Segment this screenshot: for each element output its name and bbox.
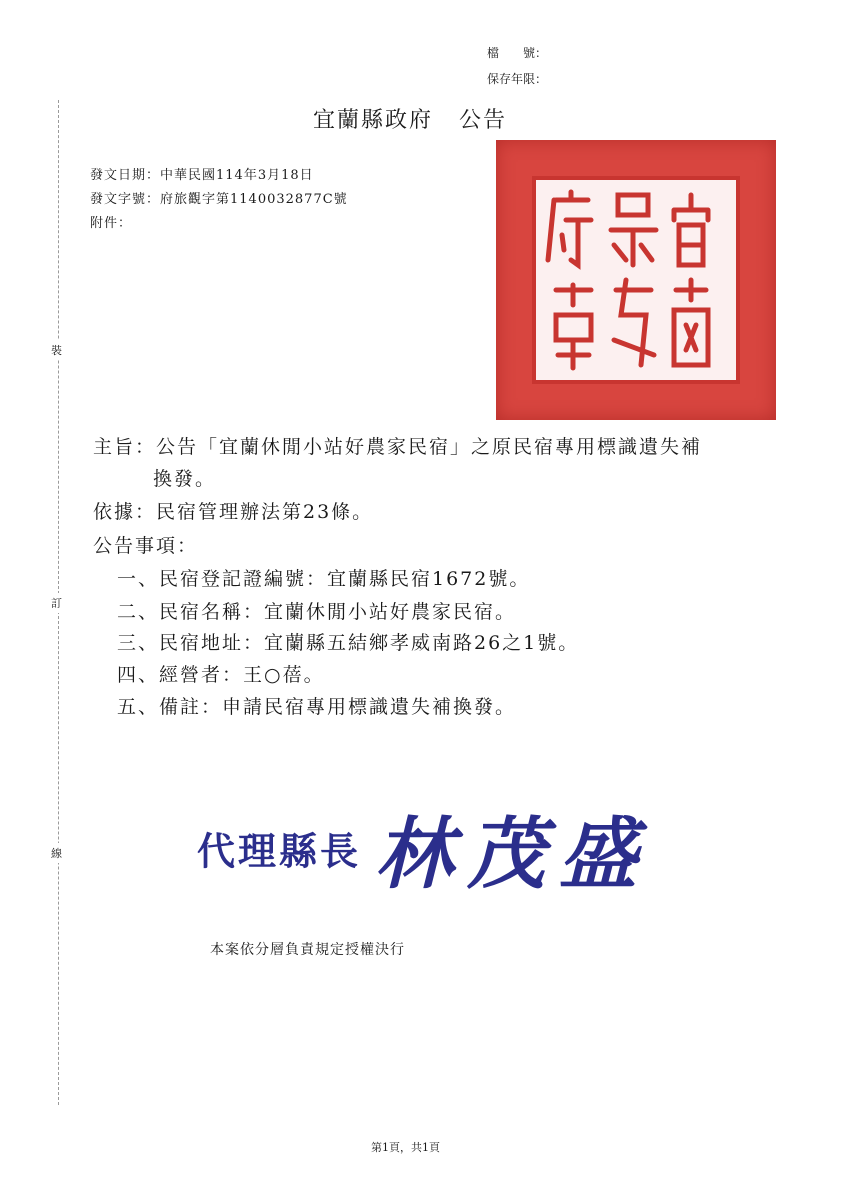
announcement-items-heading: 公告事項： (93, 535, 199, 557)
signature-title: 代理縣長 (197, 829, 362, 874)
binding-mark-zhuang: 裝 (51, 340, 62, 360)
announcement-item: 三、民宿地址：宜蘭縣五結鄉孝威南路26之1號。 (117, 632, 580, 654)
binding-mark-xian: 線 (51, 843, 62, 863)
signature-stamp (197, 792, 651, 904)
signature-name: 林茂盛 (375, 810, 652, 900)
file-number-label: 檔 號： (487, 46, 548, 60)
agency-name: 宜蘭縣政府 (313, 108, 434, 133)
authorization-note: 本案依分層負責規定授權決行 (210, 942, 405, 958)
announcement-item: 四、經營者：王○蓓。 (117, 664, 325, 686)
subject-line-1: 主旨：公告「宜蘭休閒小站好農家民宿」之原民宿專用標識遺失補 (93, 436, 703, 458)
page-title (313, 103, 507, 134)
seal-graphic (496, 140, 776, 420)
subject-line-2: 換發。 (153, 468, 217, 490)
attachment-label: 附件： (90, 216, 133, 231)
announcement-item: 五、備註：申請民宿專用標識遺失補換發。 (117, 696, 517, 718)
basis-line: 依據：民宿管理辦法第23條。 (93, 501, 374, 523)
official-seal (496, 140, 776, 420)
retention-period-label: 保存年限： (487, 72, 548, 86)
announcement-item: 二、民宿名稱：宜蘭休閒小站好農家民宿。 (117, 601, 517, 623)
page-number: 第1頁，共1頁 (371, 1141, 440, 1154)
issue-date: 發文日期：中華民國114年3月18日 (90, 168, 314, 183)
document-number: 發文字號：府旅觀字第1140032877C號 (90, 192, 348, 207)
binding-mark-ding: 訂 (51, 593, 62, 613)
document-type: 公告 (459, 108, 508, 133)
announcement-item: 一、民宿登記證編號：宜蘭縣民宿1672號。 (117, 568, 531, 590)
